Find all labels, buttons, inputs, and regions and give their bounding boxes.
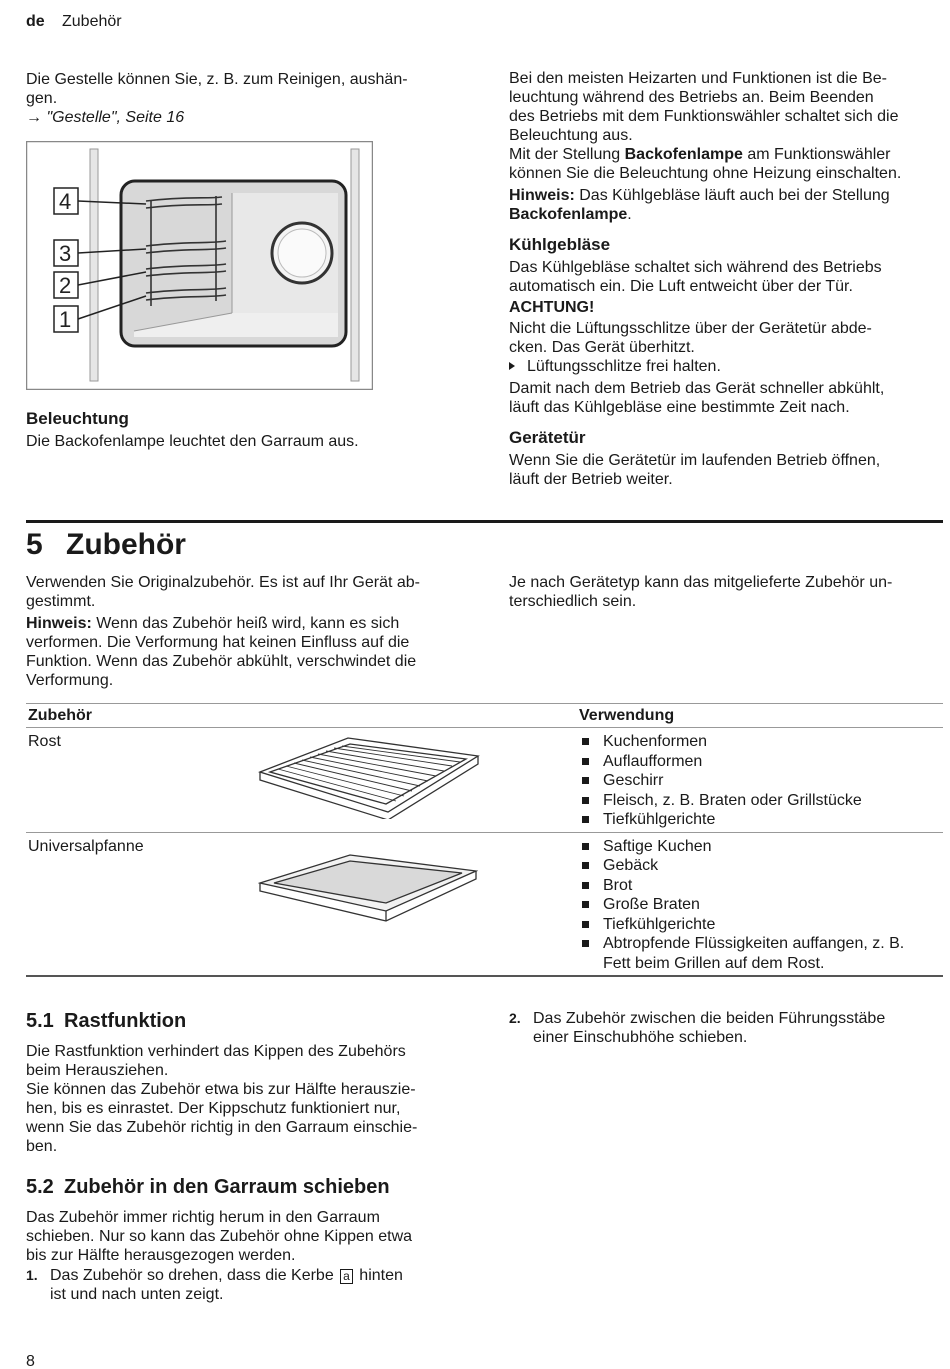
shelf-label-3: 3 xyxy=(59,241,72,266)
right-column-top xyxy=(509,69,943,489)
list-item: Gebäck xyxy=(579,856,943,876)
shelf-label-2: 2 xyxy=(59,273,72,298)
list-item: Große Braten xyxy=(579,895,943,915)
list-item: Tiefkühlgerichte xyxy=(579,915,943,935)
lighting-paragraph: Bei den meisten Heizarten und Funktionen ist die Be- leuchtung während des Betriebs an. Beim Beenden des Betriebs mit dem Funktionswähler schaltet sich die Beleuchtung aus. xyxy=(509,70,899,144)
section-5-1-heading: 5.1 Rastfunktion xyxy=(26,1010,187,1032)
section-5-1-text: Die Rastfunktion verhindert das Kippen des Zubehörs beim Herausziehen. Sie können das Zubehör etwa bis zur Hälfte herauszie- hen, bis es einrastet. Der Kippschutz funktioniert nur, wenn Sie das Zubehör richtig in den Garraum einschie- ben. xyxy=(26,1043,418,1155)
notch-marker-icon: a xyxy=(340,1269,353,1284)
list-item: Fleisch, z. B. Braten oder Grillstücke xyxy=(579,791,943,811)
chapter-intro-text: Verwenden Sie Originalzubehör. Es ist auf Ihr Gerät ab- gestimmt. xyxy=(26,574,420,610)
accessory-name: Universalpfanne xyxy=(28,837,144,855)
table-row xyxy=(26,728,943,833)
shelf-label-1: 1 xyxy=(59,307,72,332)
chapter-heading: 5 Zubehör xyxy=(26,528,186,561)
beleuchtung-text: Die Backofenlampe leuchtet den Garraum aus. xyxy=(26,433,359,450)
step-list xyxy=(26,1266,466,1304)
list-item: Tiefkühlgerichte xyxy=(579,810,943,830)
step-item: 1. Das Zubehör so drehen, dass die Kerbe a hinten ist und nach unten zeigt. xyxy=(26,1267,403,1303)
gestelle-text: Die Gestelle können Sie, z. B. zum Reinigen, aushän- gen. xyxy=(26,71,408,107)
table-row xyxy=(26,832,943,976)
oven-rack-icon xyxy=(256,734,481,819)
nachlauf-text: Damit nach dem Betrieb das Gerät schneller abkühlt, läuft das Kühlgebläse eine bestimmte Zeit nach. xyxy=(509,380,885,416)
list-item: Kuchenformen xyxy=(579,732,943,752)
column-header-zubehoer: Zubehör xyxy=(26,704,577,728)
list-item: Abtropfende Flüssigkeiten auffangen, z. B. Fett beim Grillen auf dem Rost. xyxy=(579,934,943,973)
kuehlgeblaese-text: Das Kühlgebläse schaltet sich während des Betriebs automatisch ein. Die Luft entweicht über der Tür. xyxy=(509,259,882,295)
chapter-intro-right xyxy=(509,573,943,611)
page-number: 8 xyxy=(26,1353,35,1369)
language-code: de xyxy=(26,13,45,30)
usage-list xyxy=(579,732,943,830)
accessory-table xyxy=(26,703,943,977)
baking-tray-icon xyxy=(258,853,478,925)
kuehlgeblaese-heading: Kühlgebläse xyxy=(509,235,611,254)
achtung-label: ACHTUNG! xyxy=(509,299,595,316)
list-item: Brot xyxy=(579,876,943,896)
chapter-hinweis: Hinweis: Wenn das Zubehör heiß wird, kann es sich verformen. Die Verformung hat keinen Einfluss auf die Funktion. Wenn das Zubehör abkühlt, verschwindet die Verformung. xyxy=(26,615,417,689)
section-5-1 xyxy=(26,1009,466,1156)
action-step: Lüftungsschlitze frei halten. xyxy=(509,357,943,376)
section-5-2-continued xyxy=(509,1009,943,1047)
usage-list xyxy=(579,837,943,974)
list-item: Geschirr xyxy=(579,771,943,791)
list-item: Saftige Kuchen xyxy=(579,837,943,857)
section-5-2-heading: 5.2 Zubehör in den Garraum schieben xyxy=(26,1176,390,1198)
gestelle-intro xyxy=(26,70,466,127)
beleuchtung-heading: Beleuchtung xyxy=(26,409,129,428)
chapter-intro-left xyxy=(26,573,466,690)
step-item: 2. Das Zubehör zwischen die beiden Führungsstäbe einer Einschubhöhe schieben. xyxy=(509,1010,886,1046)
running-header: Zubehör xyxy=(62,13,122,30)
lamp-paragraph: Mit der Stellung Backofenlampe am Funktionswähler können Sie die Beleuchtung ohne Heizung einschalten. xyxy=(509,146,902,182)
triangle-bullet-icon xyxy=(509,362,515,370)
chapter-rule xyxy=(26,520,943,523)
oven-shelf-diagram xyxy=(26,141,373,390)
hinweis-lamp: Hinweis: Das Kühlgebläse läuft auch bei der Stellung Backofenlampe. xyxy=(509,187,890,223)
section-5-2 xyxy=(26,1175,466,1304)
accessory-name: Rost xyxy=(28,733,61,750)
beleuchtung-section xyxy=(26,409,466,451)
step-list xyxy=(509,1009,943,1047)
table-header-row xyxy=(26,704,943,728)
column-header-verwendung: Verwendung xyxy=(577,704,943,728)
gestelle-link[interactable]: → "Gestelle", Seite 16 xyxy=(26,109,185,126)
list-item: Auflaufformen xyxy=(579,752,943,772)
arrow-right-icon: → xyxy=(26,109,47,126)
achtung-text: Nicht die Lüftungsschlitze über der Gerätetür abde- cken. Das Gerät überhitzt. xyxy=(509,320,872,356)
geraetetuer-text: Wenn Sie die Gerätetür im laufenden Betrieb öffnen, läuft der Betrieb weiter. xyxy=(509,452,881,488)
shelf-label-4: 4 xyxy=(59,189,72,214)
section-5-2-text: Das Zubehör immer richtig herum in den Garraum schieben. Nur so kann das Zubehör ohne Kippen etwa bis zur Hälfte herausgezogen werden. xyxy=(26,1209,413,1264)
geraetetuer-heading: Gerätetür xyxy=(509,428,586,447)
chapter-intro-right-text: Je nach Gerätetyp kann das mitgelieferte Zubehör un- terschiedlich sein. xyxy=(509,574,893,610)
